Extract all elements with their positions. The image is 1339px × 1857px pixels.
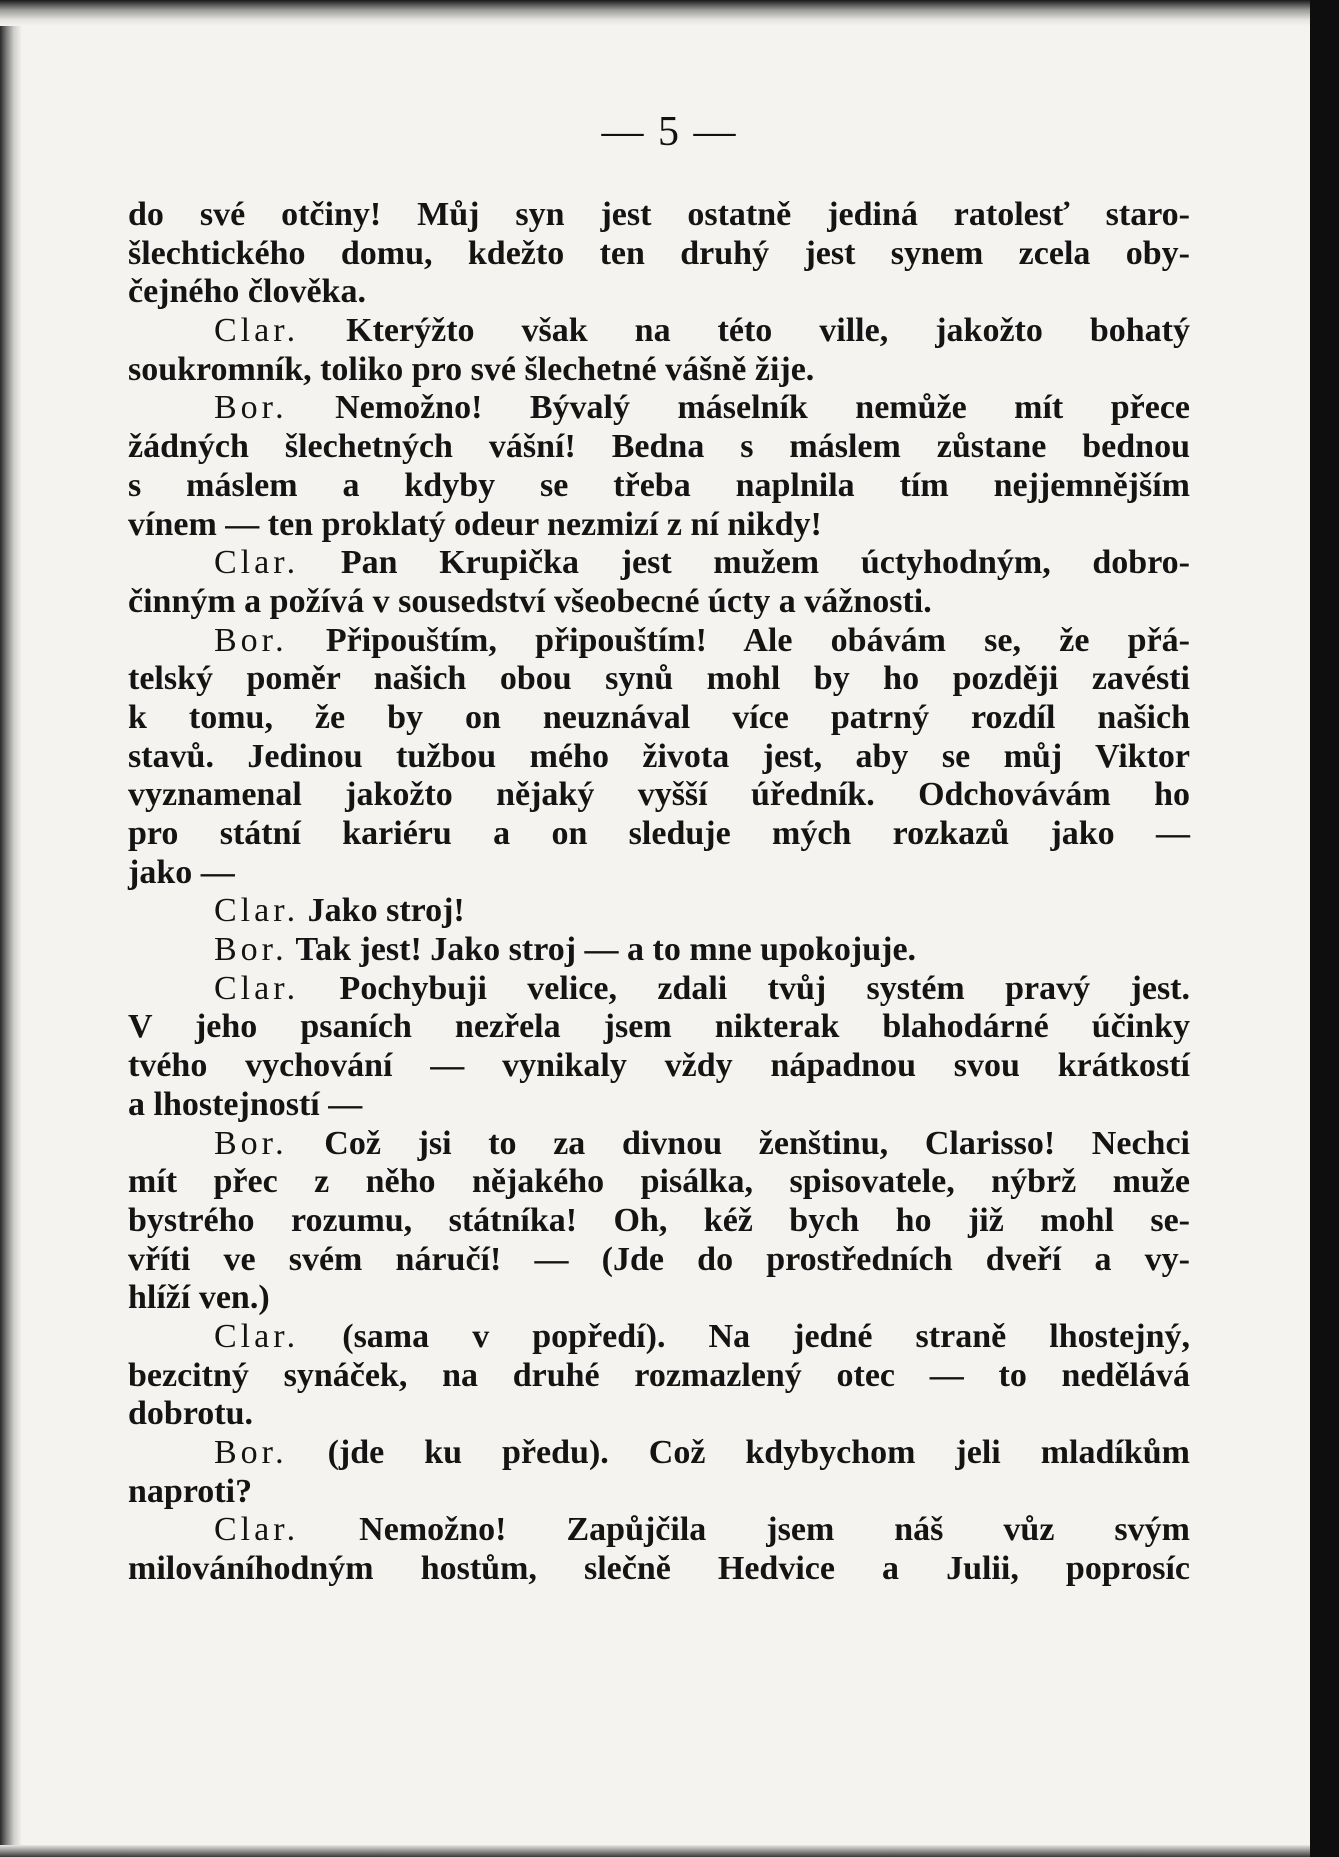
line-text: Což jsi to za divnou ženštinu, Clarisso! Nechci (287, 1124, 1190, 1162)
line-text: stavů. Jedinou tužbou mého života jest, aby se můj Viktor (128, 737, 1190, 775)
line-text: telský poměr našich obou synů mohl by ho později zavésti (128, 660, 1190, 698)
line-text: soukromník, toliko pro své šlechetné vášně žije. (128, 350, 815, 388)
text-line (128, 892, 1190, 931)
speaker-name: Clar. (214, 1511, 300, 1549)
line-text: bystrého rozumu, státníka! Oh, kéž bych ho již mohl se- (128, 1201, 1190, 1239)
line-text: vínem — ten proklatý odeur nezmizí z ní nikdy! (128, 505, 822, 543)
line-text: jako — (128, 853, 235, 891)
text-line (128, 699, 1190, 738)
text-line (128, 776, 1190, 815)
text-line (128, 1163, 1190, 1202)
line-text: Tak jest! Jako stroj — a to mne upokojuje. (287, 931, 917, 969)
line-text: Kterýžto však na této ville, jakožto bohatý (299, 312, 1190, 350)
text-line (128, 1550, 1190, 1589)
line-text: tvého vychování — vynikaly vždy nápadnou svou krátkostí (128, 1047, 1190, 1085)
line-text: pro státní kariéru a on sleduje mých rozkazů jako — (128, 815, 1190, 852)
line-text: činným a požívá v sousedství všeobecné úcty a vážnosti. (128, 582, 932, 620)
line-text: bezcitný synáček, na druhé rozmazlený otec — to nedělává (128, 1356, 1190, 1394)
text-line (128, 1008, 1190, 1047)
text-line (128, 970, 1190, 1009)
speaker-name: Bor. (214, 621, 288, 659)
text-line (128, 1511, 1190, 1550)
page-number: — 5 — (601, 109, 738, 155)
line-text: Pan Krupička jest mužem úctyhodným, dobro- (299, 544, 1190, 582)
speaker-name: Bor. (214, 389, 288, 427)
line-text: s máslem a kdyby se třeba naplnila tím nejjemnějším (128, 466, 1190, 504)
text-line (128, 1202, 1190, 1241)
line-text: Jako stroj! (299, 892, 465, 930)
text-line (128, 467, 1190, 506)
scan-dark-border (1310, 0, 1339, 1857)
text-line (128, 273, 1190, 312)
line-text: (sama v popředí). Na jedné straně lhostejný, (299, 1317, 1190, 1355)
text-line (128, 1318, 1190, 1357)
line-text: (jde ku předu). Což kdybychom jeli mladíkům (287, 1434, 1190, 1471)
line-text: k tomu, že by on neuznával více patrný rozdíl našich (128, 698, 1190, 736)
text-line (128, 622, 1190, 661)
line-text: dobrotu. (128, 1395, 254, 1433)
text-line (128, 351, 1190, 390)
text-line (128, 583, 1190, 622)
text-line (128, 854, 1190, 893)
text-line (128, 312, 1190, 351)
line-text: Připouštím, připouštím! Ale obávám se, že přá- (287, 621, 1190, 659)
text-line (128, 389, 1190, 428)
speaker-name: Clar. (214, 892, 300, 930)
body-text (128, 196, 1190, 1589)
text-line (128, 1241, 1190, 1280)
line-text: Pochybuji velice, zdali tvůj systém pravý jest. (299, 969, 1190, 1007)
text-line (128, 1473, 1190, 1512)
page-bottom-edge (0, 1845, 1310, 1857)
page-top-edge (0, 0, 1310, 26)
page-left-edge (0, 0, 22, 1857)
line-text: čejného člověka. (128, 273, 366, 311)
text-line (128, 1086, 1190, 1125)
speaker-name: Clar. (214, 1317, 300, 1355)
speaker-name: Bor. (214, 1434, 288, 1471)
speaker-name: Clar. (214, 544, 300, 582)
line-text: mít přec z něho nějakého pisálka, spisovatele, nýbrž muže (128, 1163, 1190, 1201)
text-line (128, 506, 1190, 545)
line-text: vyznamenal jakožto nějaký vyšší úředník. Odchovávám ho (128, 776, 1190, 814)
line-text: do své otčiny! Můj syn jest ostatně jediná ratolesť staro- (128, 196, 1190, 233)
text-line (128, 931, 1190, 970)
line-text: šlechtického domu, kdežto ten druhý jest synem zcela oby- (128, 234, 1190, 272)
speaker-name: Clar. (214, 312, 300, 350)
text-line (128, 1395, 1190, 1434)
text-line (128, 815, 1190, 854)
speaker-name: Bor. (214, 931, 288, 969)
line-text: Nemožno! Bývalý máselník nemůže mít přece (287, 389, 1190, 427)
text-line (128, 235, 1190, 274)
text-line (128, 1047, 1190, 1086)
text-line (128, 660, 1190, 699)
line-text: naproti? (128, 1472, 253, 1510)
line-text: žádných šlechetných vášní! Bedna s máslem zůstane bednou (128, 428, 1190, 466)
text-line (128, 196, 1190, 235)
line-text: Nemožno! Zapůjčila jsem náš vůz svým (299, 1511, 1190, 1549)
text-line (128, 738, 1190, 777)
text-line (128, 1357, 1190, 1396)
text-line (128, 544, 1190, 583)
line-text: milováníhodným hostům, slečně Hedvice a Julii, poprosíc (128, 1550, 1190, 1588)
text-line (128, 428, 1190, 467)
text-line (128, 1434, 1190, 1473)
text-line (128, 1125, 1190, 1164)
line-text: a lhostejností — (128, 1085, 363, 1123)
line-text: V jeho psaních nezřela jsem nikterak blahodárné účinky (128, 1008, 1190, 1046)
line-text: hlíží ven.) (128, 1279, 270, 1317)
speaker-name: Clar. (214, 969, 300, 1007)
speaker-name: Bor. (214, 1124, 288, 1162)
text-line (128, 1279, 1190, 1318)
line-text: vříti ve svém náručí! — (Jde do prostředních dveří a vy- (128, 1240, 1190, 1278)
